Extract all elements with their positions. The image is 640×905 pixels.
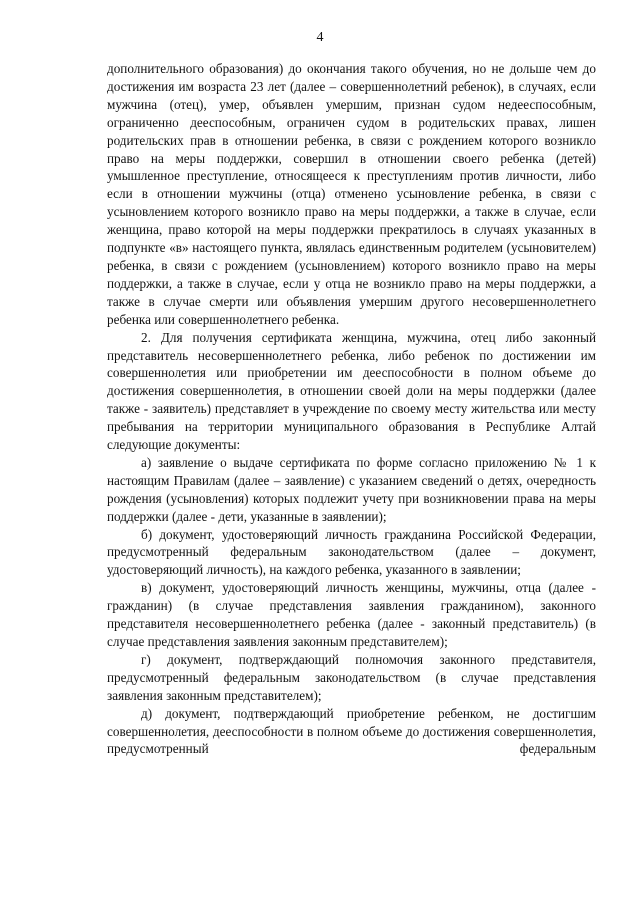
page-number: 4: [316, 30, 324, 45]
paragraph-item-2: 2. Для получения сертификата женщина, мужчина, отец либо законный представитель несовершеннолетнего ребенка, либо ребенок по достижении им совершеннолетия или приобретении им дееспособности в полном объеме до достижения совершеннолетия, в отношении своей доли на меры поддержки (далее также - заявитель) представляет в учреждение по своему месту жительства или месту пребывания на территории муниципального образования в Республике Алтай следующие документы:: [107, 329, 596, 453]
paragraph-subitem-v: в) документ, удостоверяющий личность женщины, мужчины, отца (далее - гражданин) (в случае представления заявления гражданином), законного представителя несовершеннолетнего ребенка (далее - законный представитель) (в случае представления заявления законным представителем);: [107, 580, 596, 649]
paragraph-subitem-a: а) заявление о выдаче сертификата по форме согласно приложению № 1 к настоящим Правилам (далее – заявление) с указанием сведений о детях, очередность рождения (усыновления) которых подлежит учету при возникновении права на меры поддержки (далее - дети, указанные в заявлении);: [107, 454, 596, 524]
paragraph-subitem-g: г) документ, подтверждающий полномочия законного представителя, предусмотренный федеральным законодательством (в случае представления заявления законным представителем);: [107, 651, 596, 703]
paragraph-subitem-d: д) документ, подтверждающий приобретение ребенком, не достигшим совершеннолетия, дееспособности в полном объеме до достижения совершеннолетия, предусмотренный федеральным: [107, 705, 596, 757]
paragraph-subitem-b: б) документ, удостоверяющий личность гражданина Российской Федерации, предусмотренный федеральным законодательством (далее – документ, удостоверяющий личность), на каждого ребенка, указанного в заявлении;: [107, 526, 596, 578]
body-text: [107, 60, 596, 758]
paragraph-continuation: дополнительного образования) до окончания такого обучения, но не дольше чем до достижения им возраста 23 лет (далее – совершеннолетний ребенок), в случаях, если мужчина (отец), умер, объявлен умершим, признан судом недееспособным, ограниченно дееспособным, ограничен судом в родительских правах, лишен родительских прав в отношении ребенка, в связи с рождением которого возникло право на меры поддержки, совершил в отношении своего ребенка (детей) умышленное преступление, относящееся к преступлениям против личности, либо если в отношении мужчины (отца) отменено усыновление ребенка, в связи с усыновлением которого возникло право на меры поддержки, а также в случае, если женщина, право которой на меры поддержки прекратилось в случаях указанных в подпункте «в» настоящего пункта, являлась единственным родителем (усыновителем) ребенка, в связи с рождением (усыновлением) которого возникло право на меры поддержки, а также в случае, если у отца не возникло право на меры поддержки, а также в случае смерти или объявления умершим другого несовершеннолетнего ребенка или совершеннолетнего ребенка.: [107, 61, 596, 327]
